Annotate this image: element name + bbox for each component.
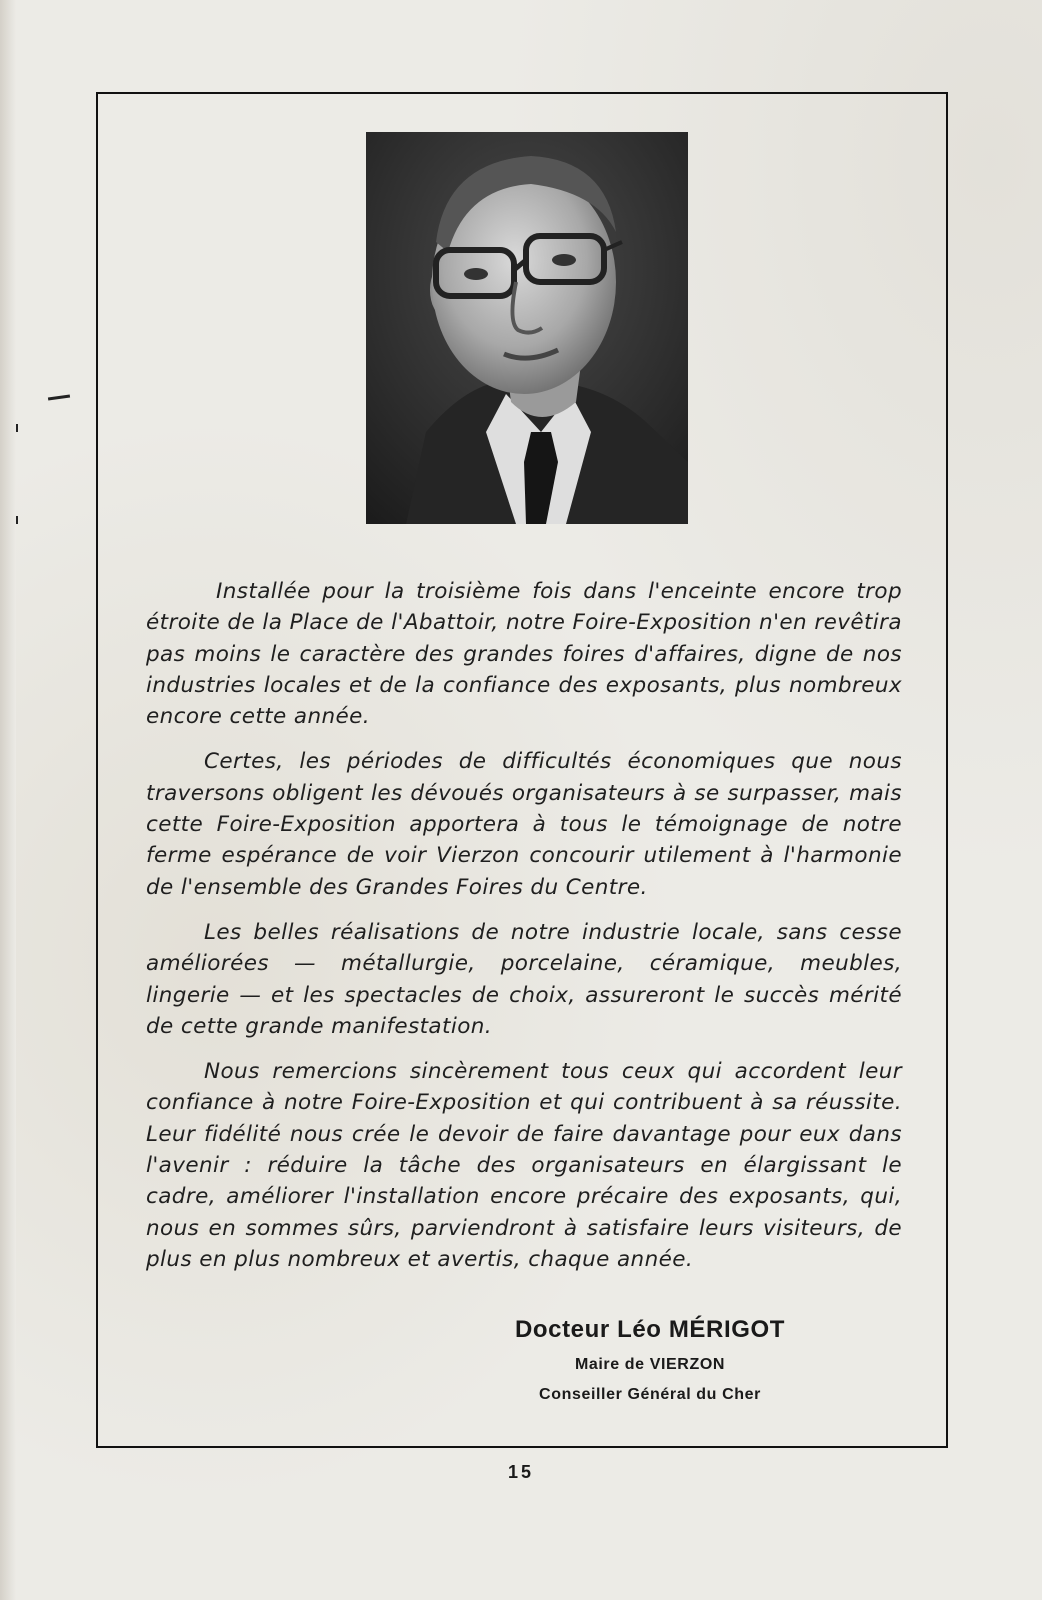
- signatory-name: Docteur Léo MÉRIGOT: [514, 1316, 786, 1343]
- margin-tick: [16, 516, 18, 524]
- article-body: [146, 576, 902, 1289]
- page-number: 15: [507, 1462, 535, 1482]
- content-frame: [96, 92, 948, 1448]
- binding-edge: [0, 0, 16, 1600]
- paragraph: Les belles réalisations de notre industrie locale, sans cesse améliorées — métallurgie, porcelaine, céramique, meubles, lingerie — et les spectacles de choix, assureront le succès mérité de cette grande manifestation.: [146, 919, 902, 1039]
- signatory-title-councillor: Conseiller Général du Cher: [539, 1386, 761, 1403]
- paragraph: Nous remercions sincèrement tous ceux qui accordent leur confiance à notre Foire-Exposition et qui contribuent à sa réussite. Leur fidélité nous crée le devoir de faire davantage pour eux dans l'avenir : réduire la tâche des organisateurs en élargissant le cadre, améliorer l'installation encore précaire des exposants, qui, nous en sommes sûrs, parviendront à satisfaire leurs visiteurs, de plus en plus nombreux et avertis, chaque année.: [146, 1059, 902, 1272]
- signatory-title-mayor: Maire de VIERZON: [574, 1356, 726, 1373]
- signature-block: [440, 1316, 860, 1404]
- portrait-photo: [366, 132, 688, 524]
- portrait-illustration: [366, 132, 688, 524]
- margin-mark: [48, 394, 70, 400]
- paragraph: Certes, les périodes de difficultés économiques que nous traversons obligent les dévoués organisateurs à se surpasser, mais cette Foire-Exposition apportera à tous le témoignage de notre ferme espérance de voir Vierzon concourir utilement à l'harmonie de l'ensemble des Grandes Foires du Centre.: [146, 749, 902, 900]
- paragraph: Installée pour la troisième fois dans l'enceinte encore trop étroite de la Place de l'Abattoir, notre Foire-Exposition n'en revêtira pas moins le caractère des grandes foires d'affaires, digne de nos industries locales et de la confiance des exposants, plus nombreux encore cette année.: [146, 579, 902, 730]
- margin-tick: [16, 424, 18, 432]
